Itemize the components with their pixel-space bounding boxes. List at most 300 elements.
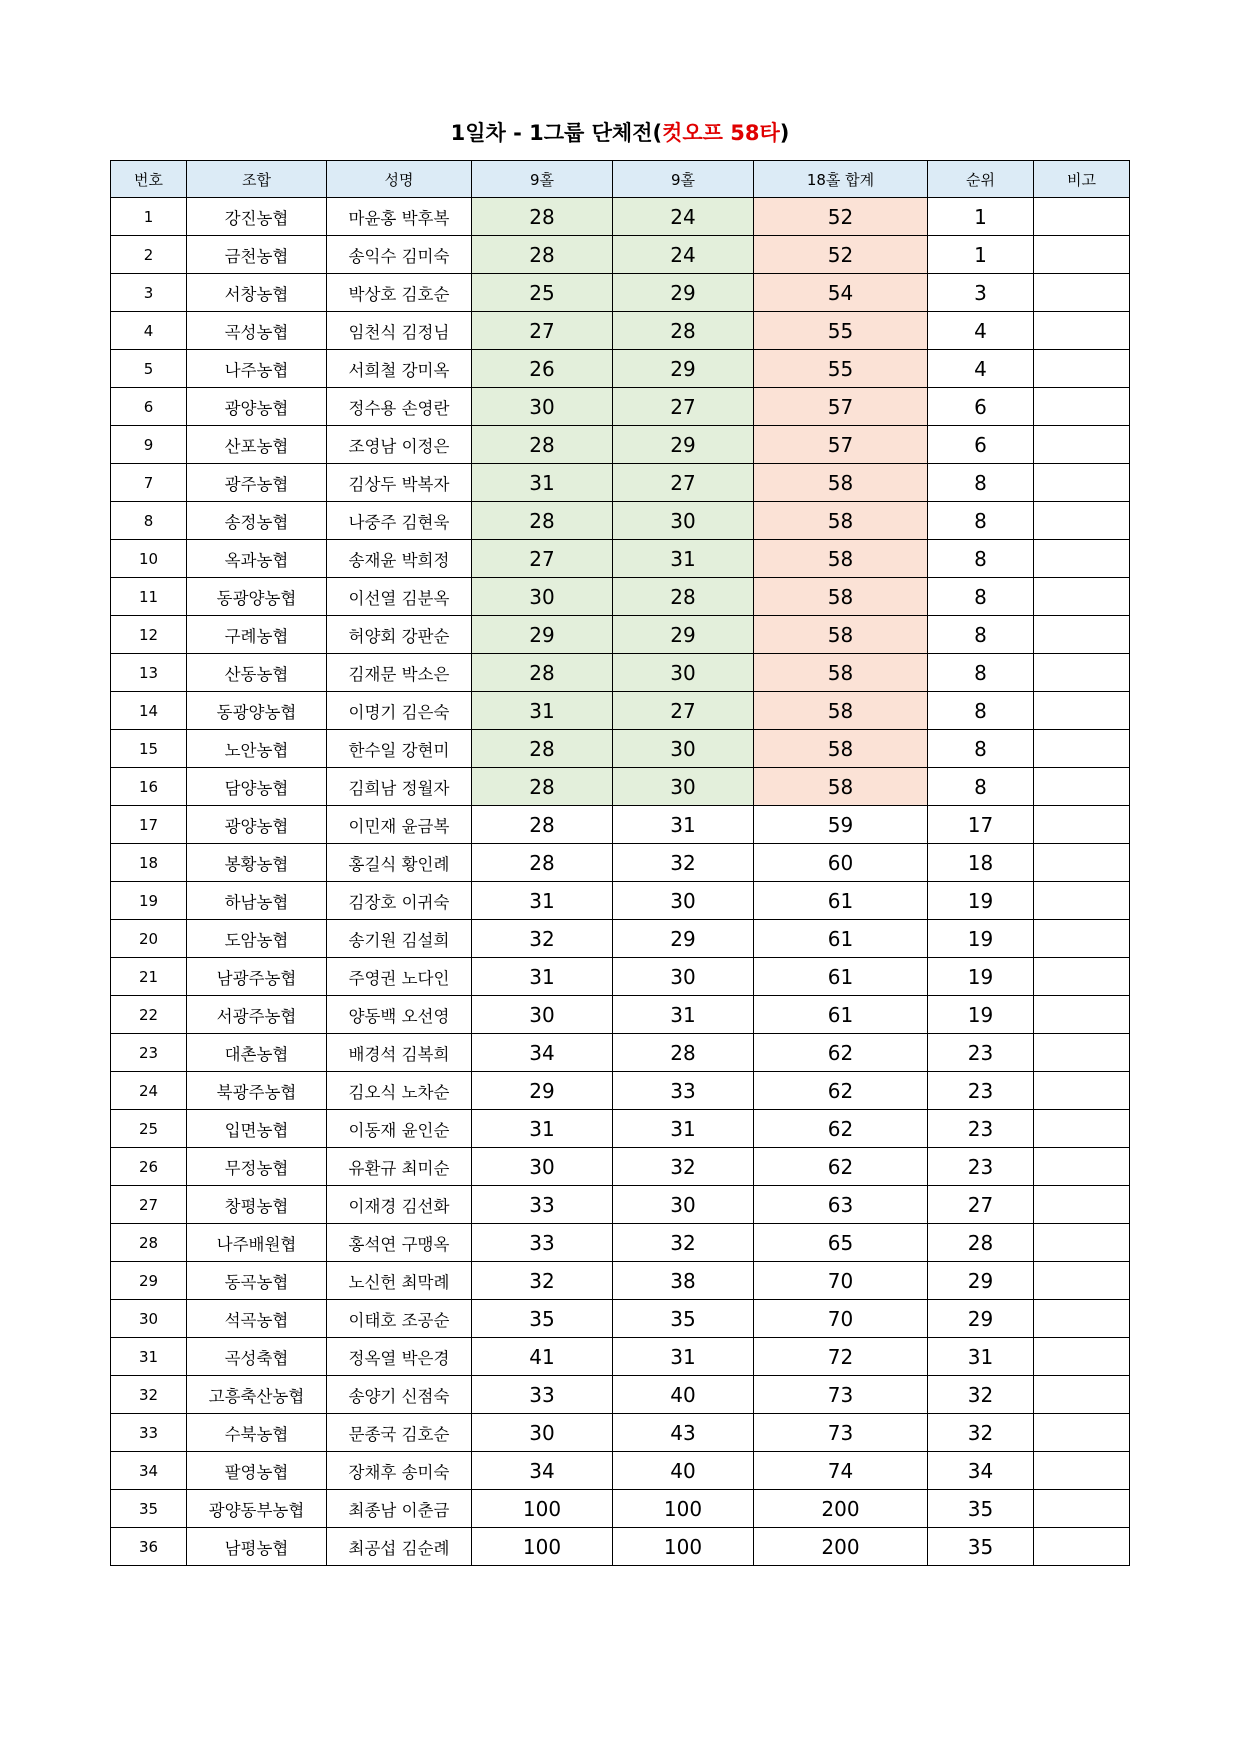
cell-back9: 31 [613,1338,754,1376]
cell-names: 유환규 최미순 [327,1148,472,1186]
cell-team: 팔영농협 [187,1452,327,1490]
cell-no: 17 [111,806,187,844]
table-row [111,1110,1130,1148]
cell-back9: 30 [613,882,754,920]
cell-back9: 32 [613,1224,754,1262]
table-row [111,1224,1130,1262]
table-row [111,768,1130,806]
cell-front9: 41 [472,1338,613,1376]
cell-team: 나주배원협 [187,1224,327,1262]
table-row [111,350,1130,388]
cell-total: 200 [754,1490,928,1528]
cell-no: 15 [111,730,187,768]
cell-front9: 27 [472,312,613,350]
cell-names: 박상호 김호순 [327,274,472,312]
cell-names: 송기원 김설희 [327,920,472,958]
cell-back9: 40 [613,1376,754,1414]
cell-team: 송정농협 [187,502,327,540]
table-row [111,882,1130,920]
cell-rank: 32 [928,1376,1034,1414]
cell-back9: 27 [613,692,754,730]
table-row [111,958,1130,996]
cell-note [1034,1110,1130,1148]
cell-back9: 30 [613,654,754,692]
cell-no: 31 [111,1338,187,1376]
cell-no: 3 [111,274,187,312]
cell-total: 58 [754,730,928,768]
cell-team: 남평농협 [187,1528,327,1566]
cell-team: 노안농협 [187,730,327,768]
cell-no: 28 [111,1224,187,1262]
cell-back9: 24 [613,198,754,236]
cell-team: 도암농협 [187,920,327,958]
cell-names: 한수일 강현미 [327,730,472,768]
cell-total: 63 [754,1186,928,1224]
cell-names: 양동백 오선영 [327,996,472,1034]
cell-names: 송양기 신점숙 [327,1376,472,1414]
cell-team: 담양농협 [187,768,327,806]
cell-note [1034,1072,1130,1110]
cell-team: 대촌농협 [187,1034,327,1072]
cell-names: 김오식 노차순 [327,1072,472,1110]
cell-note [1034,312,1130,350]
cell-front9: 28 [472,198,613,236]
cell-total: 61 [754,882,928,920]
cell-front9: 33 [472,1376,613,1414]
cell-note [1034,768,1130,806]
cell-back9: 40 [613,1452,754,1490]
cell-note [1034,1186,1130,1224]
cell-back9: 33 [613,1072,754,1110]
cell-note [1034,616,1130,654]
cell-back9: 31 [613,540,754,578]
table-row [111,1300,1130,1338]
cell-names: 최공섭 김순례 [327,1528,472,1566]
cell-back9: 29 [613,616,754,654]
cell-names: 임천식 김정님 [327,312,472,350]
cell-note [1034,882,1130,920]
cell-rank: 1 [928,198,1034,236]
cell-no: 33 [111,1414,187,1452]
cell-total: 70 [754,1262,928,1300]
header-names: 성명 [327,161,472,198]
cell-note [1034,996,1130,1034]
cell-team: 곡성축협 [187,1338,327,1376]
cell-no: 9 [111,426,187,464]
cell-no: 24 [111,1072,187,1110]
cell-rank: 6 [928,388,1034,426]
cell-back9: 30 [613,730,754,768]
cell-front9: 100 [472,1528,613,1566]
cell-back9: 27 [613,464,754,502]
cell-back9: 31 [613,1110,754,1148]
cell-total: 55 [754,312,928,350]
cell-team: 강진농협 [187,198,327,236]
cell-total: 58 [754,768,928,806]
table-row [111,312,1130,350]
cell-rank: 4 [928,350,1034,388]
table-row [111,502,1130,540]
cell-names: 서희철 강미옥 [327,350,472,388]
cell-rank: 19 [928,996,1034,1034]
cell-no: 26 [111,1148,187,1186]
cell-rank: 19 [928,920,1034,958]
header-row [111,161,1130,198]
table-row [111,464,1130,502]
cell-note [1034,1376,1130,1414]
cell-team: 무정농협 [187,1148,327,1186]
cell-rank: 32 [928,1414,1034,1452]
cell-note [1034,1224,1130,1262]
cell-rank: 1 [928,236,1034,274]
cell-front9: 34 [472,1034,613,1072]
cell-names: 홍길식 황인례 [327,844,472,882]
cell-back9: 43 [613,1414,754,1452]
cell-note [1034,274,1130,312]
cell-rank: 23 [928,1110,1034,1148]
table-row [111,692,1130,730]
cell-front9: 32 [472,920,613,958]
table-row [111,1338,1130,1376]
cell-rank: 28 [928,1224,1034,1262]
cell-names: 허양회 강판순 [327,616,472,654]
cell-team: 나주농협 [187,350,327,388]
cell-rank: 23 [928,1034,1034,1072]
cell-note [1034,350,1130,388]
table-row [111,730,1130,768]
cell-back9: 24 [613,236,754,274]
table-row [111,1528,1130,1566]
cell-rank: 18 [928,844,1034,882]
table-row [111,920,1130,958]
cell-front9: 26 [472,350,613,388]
cell-back9: 31 [613,996,754,1034]
cell-note [1034,502,1130,540]
cell-no: 32 [111,1376,187,1414]
cell-rank: 35 [928,1490,1034,1528]
table-row [111,236,1130,274]
cell-no: 27 [111,1186,187,1224]
header-team: 조합 [187,161,327,198]
table-row [111,1414,1130,1452]
cell-team: 서창농협 [187,274,327,312]
cell-rank: 8 [928,654,1034,692]
cell-total: 72 [754,1338,928,1376]
header-total: 18홀 합계 [754,161,928,198]
cell-total: 65 [754,1224,928,1262]
cell-back9: 30 [613,768,754,806]
cell-front9: 34 [472,1452,613,1490]
table-row [111,616,1130,654]
cell-rank: 3 [928,274,1034,312]
cell-front9: 31 [472,1110,613,1148]
cell-names: 이선열 김분옥 [327,578,472,616]
cell-names: 조영남 이정은 [327,426,472,464]
cell-no: 20 [111,920,187,958]
cell-names: 노신헌 최막례 [327,1262,472,1300]
results-table [110,160,1130,1566]
cell-rank: 23 [928,1072,1034,1110]
cell-front9: 31 [472,692,613,730]
cell-names: 배경석 김복희 [327,1034,472,1072]
cell-back9: 29 [613,274,754,312]
cell-back9: 28 [613,312,754,350]
cell-no: 10 [111,540,187,578]
table-row [111,806,1130,844]
table-row [111,1072,1130,1110]
cell-note [1034,388,1130,426]
cell-rank: 4 [928,312,1034,350]
cell-team: 옥과농협 [187,540,327,578]
cell-note [1034,730,1130,768]
cell-total: 58 [754,578,928,616]
table-row [111,1262,1130,1300]
cell-no: 1 [111,198,187,236]
cell-team: 산포농협 [187,426,327,464]
cell-front9: 27 [472,540,613,578]
page-title [0,118,1240,148]
table-row [111,1148,1130,1186]
cell-names: 이민재 윤금복 [327,806,472,844]
cell-no: 25 [111,1110,187,1148]
cell-team: 동광양농협 [187,578,327,616]
cell-front9: 28 [472,502,613,540]
cell-note [1034,426,1130,464]
cell-rank: 8 [928,692,1034,730]
table-row [111,1186,1130,1224]
title-close: ) [779,121,790,145]
cell-team: 금천농협 [187,236,327,274]
cell-names: 김재문 박소은 [327,654,472,692]
cell-rank: 29 [928,1262,1034,1300]
cell-back9: 29 [613,920,754,958]
table-row [111,388,1130,426]
cell-team: 광양동부농협 [187,1490,327,1528]
cell-no: 34 [111,1452,187,1490]
cell-team: 북광주농협 [187,1072,327,1110]
cell-note [1034,1338,1130,1376]
cell-note [1034,1490,1130,1528]
cell-front9: 32 [472,1262,613,1300]
cell-total: 55 [754,350,928,388]
cell-names: 이동재 윤인순 [327,1110,472,1148]
cell-names: 홍석연 구맹옥 [327,1224,472,1262]
cell-names: 마윤홍 박후복 [327,198,472,236]
cell-rank: 35 [928,1528,1034,1566]
cell-total: 58 [754,502,928,540]
cell-note [1034,198,1130,236]
cell-front9: 28 [472,730,613,768]
cell-front9: 25 [472,274,613,312]
table-row [111,844,1130,882]
cell-rank: 8 [928,540,1034,578]
cutoff-label: 컷오프 58타 [662,121,780,145]
cell-front9: 28 [472,844,613,882]
cell-names: 장채후 송미숙 [327,1452,472,1490]
cell-note [1034,1300,1130,1338]
cell-total: 200 [754,1528,928,1566]
cell-note [1034,540,1130,578]
cell-total: 58 [754,654,928,692]
table-row [111,1490,1130,1528]
cell-note [1034,806,1130,844]
cell-team: 동광양농협 [187,692,327,730]
cell-back9: 100 [613,1490,754,1528]
cell-team: 입면농협 [187,1110,327,1148]
cell-no: 22 [111,996,187,1034]
cell-back9: 28 [613,578,754,616]
cell-no: 13 [111,654,187,692]
cell-no: 16 [111,768,187,806]
cell-note [1034,464,1130,502]
cell-note [1034,654,1130,692]
cell-back9: 27 [613,388,754,426]
cell-no: 11 [111,578,187,616]
table-row [111,654,1130,692]
cell-back9: 100 [613,1528,754,1566]
cell-rank: 19 [928,958,1034,996]
cell-front9: 28 [472,236,613,274]
results-body [111,198,1130,1566]
cell-rank: 8 [928,616,1034,654]
cell-note [1034,1528,1130,1566]
cell-no: 23 [111,1034,187,1072]
cell-total: 62 [754,1034,928,1072]
cell-total: 58 [754,464,928,502]
cell-total: 62 [754,1110,928,1148]
cell-front9: 31 [472,882,613,920]
cell-rank: 6 [928,426,1034,464]
cell-no: 8 [111,502,187,540]
cell-rank: 8 [928,730,1034,768]
cell-team: 산동농협 [187,654,327,692]
cell-no: 14 [111,692,187,730]
title-main: 1일차 - 1그룹 단체전( [450,121,663,145]
cell-names: 송재윤 박희정 [327,540,472,578]
cell-total: 57 [754,426,928,464]
table-row [111,996,1130,1034]
cell-rank: 8 [928,768,1034,806]
cell-names: 김희남 정월자 [327,768,472,806]
cell-names: 최종남 이춘금 [327,1490,472,1528]
cell-front9: 28 [472,654,613,692]
cell-note [1034,578,1130,616]
cell-no: 29 [111,1262,187,1300]
cell-note [1034,920,1130,958]
table-row [111,578,1130,616]
cell-no: 36 [111,1528,187,1566]
cell-total: 74 [754,1452,928,1490]
header-back9: 9홀 [613,161,754,198]
cell-total: 52 [754,198,928,236]
header-no: 번호 [111,161,187,198]
cell-names: 주영권 노다인 [327,958,472,996]
cell-rank: 19 [928,882,1034,920]
cell-front9: 28 [472,806,613,844]
cell-total: 62 [754,1148,928,1186]
cell-names: 정수용 손영란 [327,388,472,426]
table-row [111,1452,1130,1490]
cell-no: 12 [111,616,187,654]
cell-back9: 30 [613,502,754,540]
cell-front9: 35 [472,1300,613,1338]
cell-no: 7 [111,464,187,502]
table-row [111,1376,1130,1414]
cell-front9: 100 [472,1490,613,1528]
cell-total: 73 [754,1414,928,1452]
cell-no: 19 [111,882,187,920]
cell-no: 35 [111,1490,187,1528]
cell-names: 김상두 박복자 [327,464,472,502]
cell-front9: 31 [472,958,613,996]
cell-names: 송익수 김미숙 [327,236,472,274]
cell-front9: 30 [472,996,613,1034]
cell-front9: 30 [472,578,613,616]
cell-total: 60 [754,844,928,882]
cell-note [1034,692,1130,730]
cell-team: 서광주농협 [187,996,327,1034]
cell-note [1034,1414,1130,1452]
cell-team: 석곡농협 [187,1300,327,1338]
header-front9: 9홀 [472,161,613,198]
cell-rank: 27 [928,1186,1034,1224]
cell-total: 61 [754,920,928,958]
cell-team: 동곡농협 [187,1262,327,1300]
header-rank: 순위 [928,161,1034,198]
cell-back9: 32 [613,844,754,882]
cell-names: 이명기 김은숙 [327,692,472,730]
cell-rank: 8 [928,464,1034,502]
header-note: 비고 [1034,161,1130,198]
cell-rank: 17 [928,806,1034,844]
cell-names: 나중주 김현욱 [327,502,472,540]
table-row [111,1034,1130,1072]
cell-team: 하남농협 [187,882,327,920]
cell-front9: 33 [472,1224,613,1262]
cell-back9: 28 [613,1034,754,1072]
cell-note [1034,958,1130,996]
cell-total: 70 [754,1300,928,1338]
cell-no: 30 [111,1300,187,1338]
cell-back9: 32 [613,1148,754,1186]
cell-team: 수북농협 [187,1414,327,1452]
cell-rank: 34 [928,1452,1034,1490]
cell-total: 58 [754,616,928,654]
cell-back9: 30 [613,958,754,996]
table-row [111,426,1130,464]
cell-names: 정옥열 박은경 [327,1338,472,1376]
cell-note [1034,1262,1130,1300]
cell-front9: 30 [472,1148,613,1186]
cell-front9: 29 [472,1072,613,1110]
cell-total: 58 [754,692,928,730]
table-row [111,274,1130,312]
cell-back9: 31 [613,806,754,844]
cell-team: 창평농협 [187,1186,327,1224]
cell-team: 봉황농협 [187,844,327,882]
cell-front9: 30 [472,388,613,426]
cell-back9: 29 [613,426,754,464]
cell-total: 57 [754,388,928,426]
cell-total: 54 [754,274,928,312]
cell-no: 18 [111,844,187,882]
cell-total: 61 [754,996,928,1034]
cell-front9: 29 [472,616,613,654]
cell-front9: 33 [472,1186,613,1224]
cell-names: 김장호 이귀숙 [327,882,472,920]
cell-rank: 8 [928,502,1034,540]
cell-note [1034,844,1130,882]
